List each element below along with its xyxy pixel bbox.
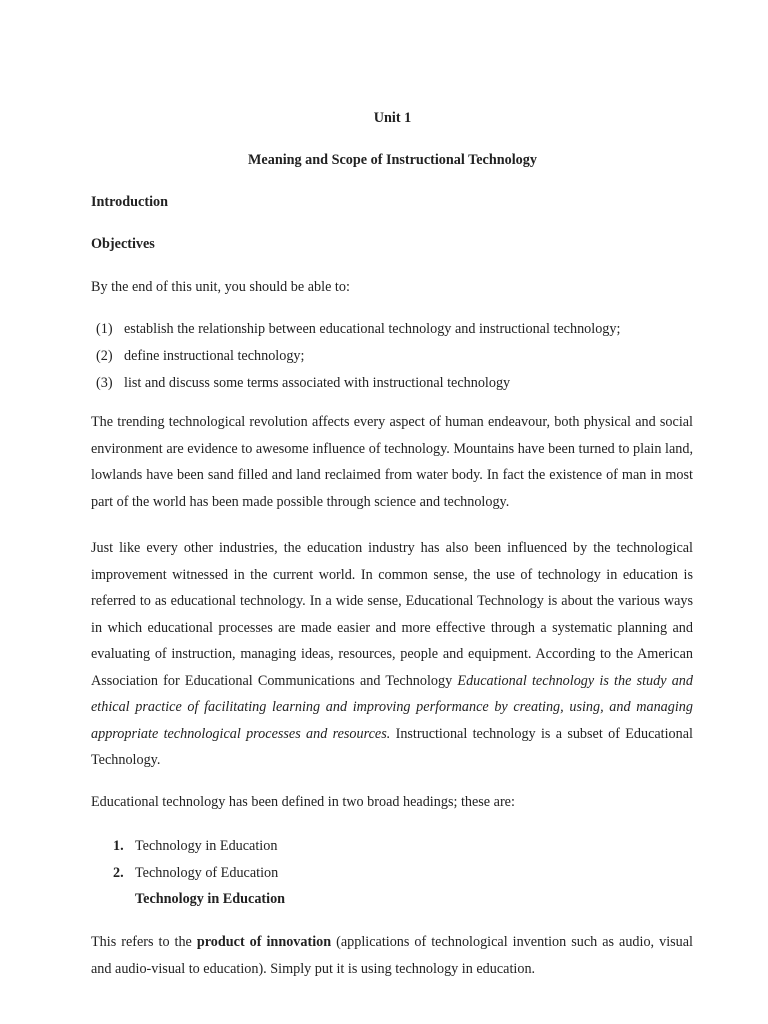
heading-objectives: Objectives (91, 236, 155, 252)
list-item (96, 374, 620, 401)
objective-text: list and discuss some terms associated with instructional technology (124, 375, 511, 391)
main-title: Meaning and Scope of Instructional Technology (248, 152, 537, 168)
paragraph-broad-headings: Educational technology has been defined in two broad headings; these are: (91, 794, 515, 810)
objective-text: establish the relationship between educational technology and instructional technology; (124, 321, 621, 337)
objective-number: (3) (96, 375, 113, 391)
lead-sentence: By the end of this unit, you should be able to: (91, 279, 350, 295)
paragraph-text: (applications of technological invention such as audio, visual and audio-visual to education). Simply put it is using technology in education. (91, 934, 693, 977)
paragraph-product-of-innovation (91, 929, 693, 982)
list-number: 2. (113, 865, 124, 881)
heading-introduction: Introduction (91, 194, 168, 210)
list-item (113, 837, 278, 864)
list-item (96, 347, 620, 374)
paragraph-text: Instructional technology is a subset of Educational Technology. (91, 725, 693, 768)
objective-number: (2) (96, 348, 113, 364)
aect-definition: Educational technology is the study and ethical practice of facilitating learning and improving performance by creating, using, and managing appropriate technological processes and resources. (91, 672, 693, 742)
list-item (113, 864, 278, 891)
headings-list (113, 837, 278, 891)
list-text: Technology in Education (135, 838, 278, 854)
paragraph-revolution: The trending technological revolution affects every aspect of human endeavour, both physical and social environment are evidence to awesome influence of technology. Mountains have been turned to plain land, lowlands have been sand filled and land reclaimed from water body. In fact the existence of man in most part of the world has been made possible through science and technology. (91, 414, 693, 510)
list-number: 1. (113, 838, 124, 854)
objectives-list (96, 320, 620, 401)
subheading-technology-in-education: Technology in Education (135, 891, 286, 907)
paragraph-educational-technology (91, 535, 693, 774)
objective-number: (1) (96, 321, 113, 337)
bold-term: product of innovation (196, 934, 332, 950)
list-text: Technology of Education (135, 865, 279, 881)
objective-text: define instructional technology; (124, 348, 305, 364)
list-item (96, 320, 620, 347)
paragraph-text: Just like every other industries, the education industry has also been influenced by the technological improvement witnessed in the current world. In common sense, the use of technology in education is referred to as educational technology. In a wide sense, Educational Technology is about the various ways in which educational processes are made easier and more effective through a systematic planning and evaluating of instruction, managing ideas, resources, people and equipment. According to the American Association for Educational Communications and Technology (91, 540, 693, 689)
unit-title: Unit 1 (373, 110, 412, 126)
paragraph-text: This refers to the (91, 934, 197, 950)
